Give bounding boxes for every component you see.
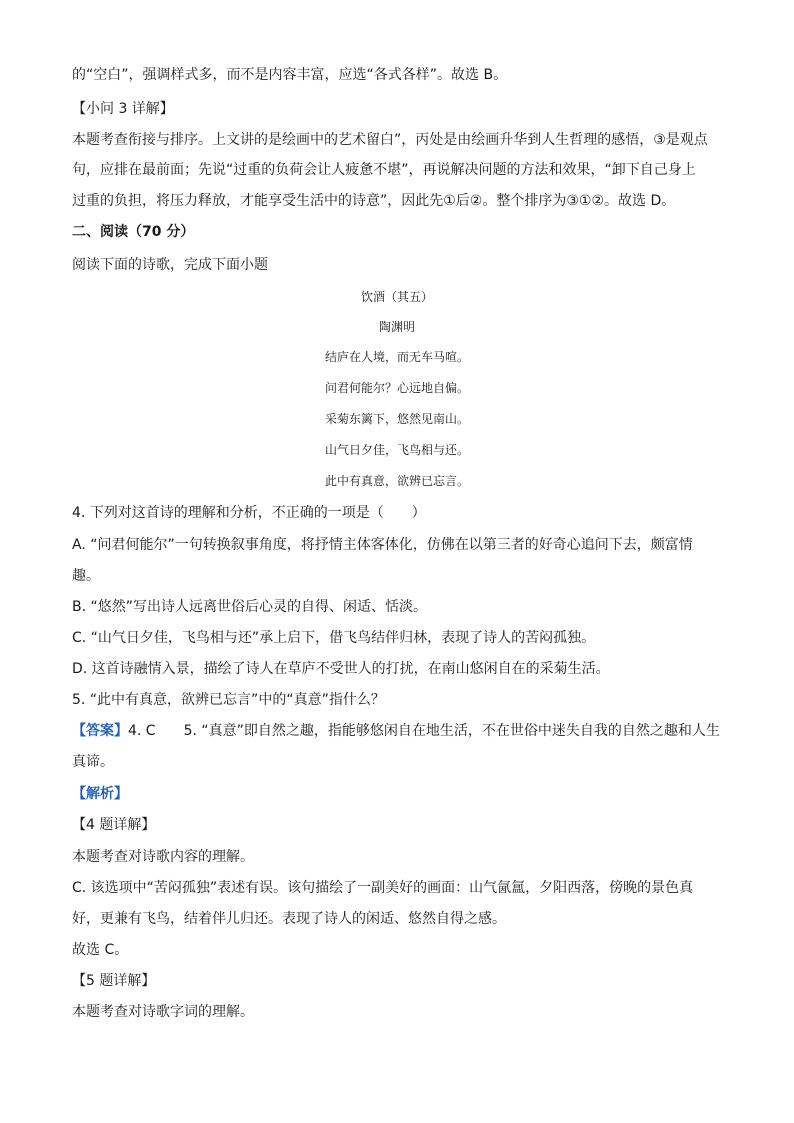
text-line: 本题考查对诗歌字词的理解。 <box>72 1004 254 1020</box>
analysis-label: 【解析】 <box>72 786 128 802</box>
text-line: 好，更兼有飞鸟，结着伴儿归还。表现了诗人的闲适、悠然自得之感。 <box>72 911 506 927</box>
text-line: 故选 C。 <box>72 942 129 958</box>
poem-line: 结庐在人境，而无车马喧。 <box>324 350 469 364</box>
option-a: A. “问君何能尔”一句转换叙事角度，将抒情主体客体化，仿佛在以第三者的好奇心追问下去，颇富情 <box>72 537 693 553</box>
poem-line: 采菊东篱下，悠然见南山。 <box>324 412 469 426</box>
q3-heading: 【小问 3 详解】 <box>72 101 174 117</box>
poem-line: 问君何能尔？心远地自偏。 <box>324 381 469 395</box>
section-heading: 二、阅读（70 分） <box>72 224 195 240</box>
poem-line: 此中有真意，欲辨已忘言。 <box>324 474 469 488</box>
question-5-stem: 5. “此中有真意，欲辨已忘言”中的“真意”指什么？ <box>72 692 385 708</box>
answer-continued: 真谛。 <box>72 754 114 770</box>
text-line: 的“空白”，强调样式多，而不是内容丰富，应选“各式各样”。故选 B。 <box>72 67 508 83</box>
text-line: 句，应排在最前面；先说“过重的负荷会让人疲惫不堪”，再说解决问题的方法和效果，“卸下自己身上 <box>72 162 696 178</box>
option-c: C. “山气日夕佳，飞鸟相与还”承上启下，借飞鸟结伴归林，表现了诗人的苦闷孤独。 <box>72 630 596 646</box>
option-b: B. “悠然”写出诗人远离世俗后心灵的自得、闲适、恬淡。 <box>72 599 428 615</box>
text-line: 过重的负担，将压力释放，才能享受生活中的诗意”，因此先①后②。整个排序为③①②。故选 D。 <box>72 193 676 209</box>
text-line: 本题考查对诗歌内容的理解。 <box>72 849 254 865</box>
answer-text: 4. C 5. “真意”即自然之趣，指能够悠闲自在地生活，不在世俗中迷失自我的自然之趣和人生 <box>128 723 720 739</box>
text-line: 本题考查衔接与排序。上文讲的是绘画中的艺术留白”，丙处是由绘画升华到人生哲理的感悟，③是观点 <box>72 132 708 148</box>
poem-line: 山气日夕佳，飞鸟相与还。 <box>324 443 469 457</box>
poem-title: 饮酒（其五） <box>360 290 433 304</box>
text-line: C. 该选项中“苦闷孤独”表述有误。该句描绘了一副美好的画面：山气氤氲，夕阳西落，傍晚的景色真 <box>72 880 694 896</box>
option-d: D. 这首诗融情入景，描绘了诗人在草庐不受世人的打扰，在南山悠闲自在的采菊生活。 <box>72 661 610 677</box>
q4-detail-heading: 【4 题详解】 <box>72 817 156 833</box>
answer-label: 【答案】 <box>72 723 128 739</box>
answer-line <box>72 722 720 740</box>
q5-detail-heading: 【5 题详解】 <box>72 973 156 989</box>
poem-author: 陶渊明 <box>378 320 415 334</box>
reading-instruction: 阅读下面的诗歌，完成下面小题 <box>72 257 268 273</box>
option-a-continued: 趣。 <box>72 568 100 584</box>
question-4-stem: 4. 下列对这首诗的理解和分析，不正确的一项是（ ） <box>72 505 426 521</box>
